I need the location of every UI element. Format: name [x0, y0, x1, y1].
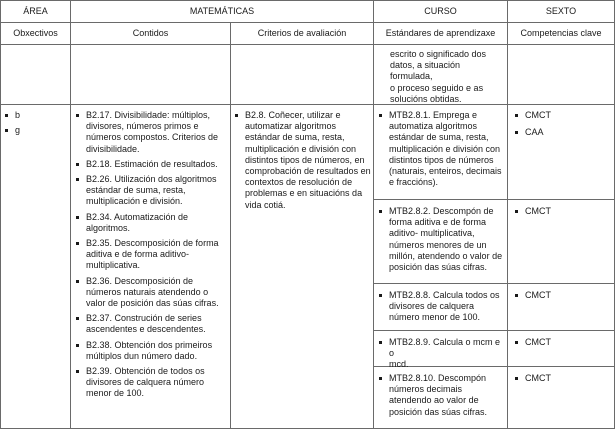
standard-item — [376, 337, 507, 371]
text-line: divisores de calquera número — [86, 377, 205, 388]
competence-item: CMCT — [512, 110, 607, 121]
competence-item: CMCT — [512, 206, 607, 217]
text-line: multiplicación e división. — [86, 196, 183, 207]
rule-col3 — [373, 0, 374, 429]
rule-col2 — [230, 22, 231, 429]
standard-item — [376, 373, 507, 418]
content-item — [73, 212, 228, 234]
text-line: MTB2.8.9. Calcula o mcm e o — [389, 337, 501, 359]
text-line: mcd. — [389, 359, 409, 370]
standard-item — [376, 290, 507, 324]
competences-cell — [512, 373, 607, 390]
text-line: comprobación de resultados en — [245, 166, 371, 177]
text-line: aditiva e de forma aditivo- — [86, 249, 190, 260]
text-line: distintos tipos de números — [389, 154, 494, 165]
text-line: problemas e en situacións da — [245, 188, 363, 199]
text-line: multiplicación e división con — [389, 143, 501, 154]
text-line: escrito o significado dos — [390, 49, 487, 59]
text-line: números naturais atendendo o — [86, 286, 209, 297]
text-line: MTB2.8.2. Descompón de — [389, 206, 494, 216]
text-line: B2.37. Construción de series — [86, 313, 202, 324]
rule-continuation — [0, 104, 615, 105]
subject-heading: MATEMÁTICAS — [189, 6, 255, 16]
content-item — [73, 110, 228, 155]
text-line: atendendo ao valor de — [389, 395, 479, 406]
continued-standard-text — [390, 49, 504, 105]
standards-heading: Estándares de aprendizaxe — [385, 28, 496, 38]
text-line: millón, atendendo o valor de — [389, 250, 503, 261]
text-line: (naturais, enteiros, decimais — [389, 166, 502, 177]
text-line: solucións obtidas. — [390, 93, 462, 104]
area-heading: ÁREA — [23, 6, 48, 16]
standard-item — [376, 206, 507, 273]
text-line: o proceso seguido e as — [390, 82, 484, 93]
text-line: B2.38. Obtención dos primeiros — [86, 339, 213, 350]
text-line: divisores, números primos e — [86, 121, 199, 132]
rule-bottom — [0, 428, 615, 429]
competence-item: CMCT — [512, 373, 607, 384]
rule-col4 — [507, 0, 508, 429]
objective-item: g — [2, 125, 68, 136]
content-item — [73, 159, 228, 170]
text-line: vida cotiá. — [245, 199, 286, 210]
text-line: e fraccións). — [389, 177, 439, 188]
rule-header-1 — [0, 22, 615, 23]
contents-cell — [73, 110, 228, 404]
text-line: automatizar algoritmos — [245, 121, 337, 132]
text-line: B2.17. Divisibilidade: múltiplos, — [86, 110, 211, 120]
rule-top — [0, 0, 615, 1]
competence-item: CMCT — [512, 290, 607, 301]
text-line: B2.39. Obtención de todos os — [86, 366, 205, 377]
course-value: SEXTO — [545, 6, 577, 16]
competences-cell — [512, 206, 607, 223]
objectives-heading: Obxectivos — [13, 28, 58, 38]
competence-item: CMCT — [512, 337, 607, 348]
text-line: múltiplos dun número dado. — [86, 350, 198, 361]
competences-cell — [512, 337, 607, 354]
text-line: automatiza algoritmos — [389, 121, 478, 132]
standard-item — [376, 110, 507, 188]
content-item — [73, 366, 228, 400]
text-line: multiplicación e división con — [245, 143, 357, 154]
criteria-cell — [232, 110, 372, 215]
text-line: números compostos. Criterios de — [86, 132, 219, 143]
text-line: menor de 100. — [86, 388, 145, 399]
text-line: posición das súas cifras. — [389, 262, 488, 273]
text-line: distintos tipos de números, en — [245, 154, 365, 165]
text-line: B2.36. Descomposición de — [86, 275, 194, 286]
objective-item: b — [2, 110, 68, 121]
text-line: ascendentes e descendentes. — [86, 324, 206, 335]
text-line: estándar de suma, resta, — [245, 132, 345, 143]
objectives-cell — [2, 110, 68, 140]
contents-heading: Contidos — [132, 28, 169, 38]
rule-standard-3 — [373, 330, 615, 331]
content-item — [73, 238, 228, 272]
rule-standard-2 — [373, 283, 615, 284]
text-line: B2.35. Descomposición de forma — [86, 238, 219, 249]
text-line: número menor de 100. — [389, 312, 481, 323]
text-line: MTB2.8.1. Emprega e — [389, 110, 478, 120]
text-line: aditivo- multiplicativa, — [389, 228, 475, 239]
rule-standard-1 — [373, 199, 615, 200]
text-line: números decimais — [389, 384, 463, 395]
text-line: B2.18. Estimación de resultados. — [86, 158, 218, 169]
text-line: contextos de resolución de — [245, 177, 353, 188]
competences-cell — [512, 290, 607, 307]
text-line: B2.26. Utilización dos algoritmos — [86, 174, 217, 185]
text-line: valor de posición das súas cifras. — [86, 298, 219, 309]
text-line: divisibilidade. — [86, 143, 140, 154]
text-line: divisores de calquera — [389, 301, 475, 312]
rule-col1 — [70, 22, 71, 429]
content-item — [73, 313, 228, 335]
text-line: datos, a situación formulada, — [390, 60, 461, 82]
competence-item: CAA — [512, 127, 607, 138]
text-line: B2.34. Automatización de — [86, 211, 189, 222]
rule-header-2 — [0, 44, 615, 45]
text-line: números menores de un — [389, 239, 487, 250]
text-line: multiplicativa. — [86, 260, 141, 271]
content-item — [73, 340, 228, 362]
content-item — [73, 276, 228, 310]
text-line: algoritmos. — [86, 222, 131, 233]
text-line: forma aditiva e de forma — [389, 217, 487, 228]
competences-cell — [512, 110, 607, 144]
course-label: CURSO — [424, 6, 457, 16]
content-item — [73, 174, 228, 208]
text-line: posición das súas cifras. — [389, 406, 488, 417]
criteria-heading: Criterios de avaliación — [257, 28, 347, 38]
text-line: B2.8. Coñecer, utilizar e — [245, 110, 341, 120]
criterion-item — [232, 110, 372, 211]
rule-left — [0, 0, 1, 429]
text-line: estándar de suma, resta, — [389, 132, 489, 143]
text-line: estándar de suma, resta, — [86, 185, 186, 196]
competences-heading: Competencias clave — [520, 28, 602, 38]
text-line: MTB2.8.10. Descompón — [389, 373, 487, 383]
text-line: MTB2.8.8. Calcula todos os — [389, 290, 500, 300]
